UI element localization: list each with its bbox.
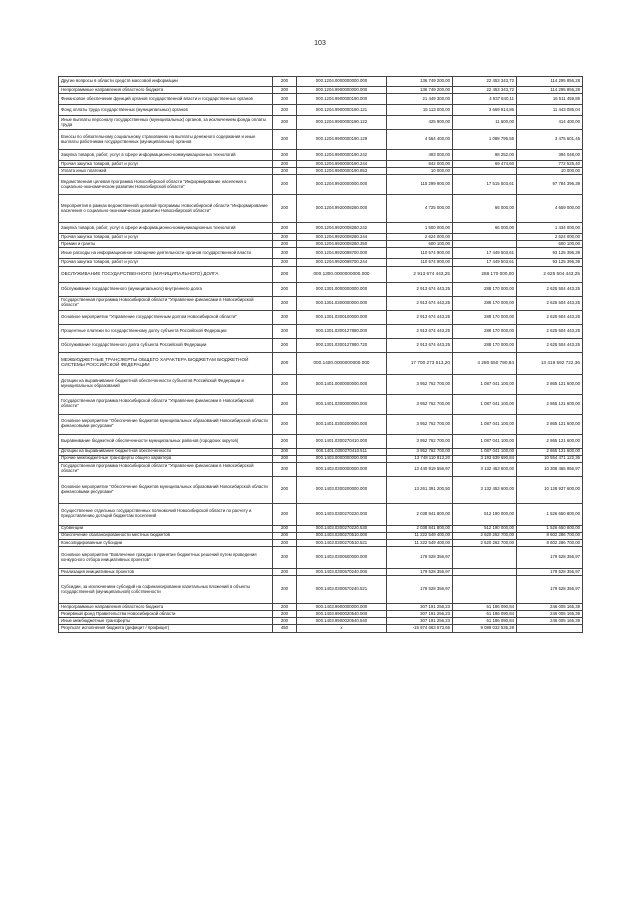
cell-line-code: 200 <box>273 195 297 223</box>
cell-approved-amount: 11 222 549 400,00 <box>387 532 453 539</box>
cell-unexecuted-amount: 97 784 396,39 <box>517 175 583 195</box>
cell-classification-code: 000.1403.0300000000.000 <box>297 462 387 476</box>
cell-classification-code: 000.1300.0000000000.000 <box>297 266 387 282</box>
cell-unexecuted-amount: 772 525,40 <box>517 161 583 168</box>
cell-unexecuted-amount: 2 865 121 600,00 <box>517 374 583 394</box>
table-row <box>59 94 583 105</box>
cell-approved-amount: 307 191 256,23 <box>387 618 453 625</box>
cell-line-code: 200 <box>273 547 297 569</box>
cell-classification-code: 000.1403.0300270220.530 <box>297 525 387 532</box>
cell-classification-code: 000.1204.0000000000.000 <box>297 77 387 87</box>
cell-approved-amount: 425 900,00 <box>387 116 453 130</box>
cell-approved-amount: 3 952 762 700,00 <box>387 434 453 448</box>
table-row <box>59 161 583 168</box>
table-row <box>59 414 583 434</box>
cell-classification-code: 000.1204.9920000000.000 <box>297 175 387 195</box>
cell-name: Иные расходы на информационное освещение деятельности органов государственной власти <box>59 248 273 259</box>
cell-name: Ведомственная целевая программа Новосибирской области "Информирование населения о социально-экономическом развитии Новосибирской области" <box>59 175 273 195</box>
cell-approved-amount: 4 564 400,00 <box>387 130 453 150</box>
cell-classification-code: 000.1401.0300270410.000 <box>297 434 387 448</box>
cell-name: ОБСЛУЖИВАНИЕ ГОСУДАРСТВЕННОГО (МУНИЦИПАЛЬНОГО) ДОЛГА <box>59 266 273 282</box>
table-row <box>59 168 583 175</box>
cell-approved-amount: 2 913 674 443,25 <box>387 282 453 296</box>
cell-executed-amount: 2 620 262 700,00 <box>453 532 517 539</box>
cell-line-code: 200 <box>273 234 297 241</box>
cell-line-code: 200 <box>273 414 297 434</box>
cell-executed-amount: 98 252,00 <box>453 150 517 161</box>
cell-line-code: 200 <box>273 503 297 525</box>
cell-approved-amount: 2 913 674 443,25 <box>387 324 453 338</box>
cell-unexecuted-amount: 93 125 396,39 <box>517 259 583 266</box>
table-row <box>59 604 583 611</box>
cell-name: Финансовое обеспечение функций органов государственной власти и государственных органов <box>59 94 273 105</box>
cell-executed-amount: 22 453 343,72 <box>453 77 517 87</box>
cell-classification-code: 000.1301.0300127880.720 <box>297 338 387 352</box>
cell-approved-amount: 2 624 000,00 <box>387 234 453 241</box>
cell-classification-code: 000.1403.9900020540.000 <box>297 611 387 618</box>
cell-name: МЕЖБЮДЖЕТНЫЕ ТРАНСФЕРТЫ ОБЩЕГО ХАРАКТЕРА БЮДЖЕТАМ БЮДЖЕТНОЙ СИСТЕМЫ РОССИЙСКОЙ ФЕДЕРАЦИИ <box>59 352 273 374</box>
cell-line-code: 200 <box>273 94 297 105</box>
cell-unexecuted-amount: 13 419 592 722,36 <box>517 352 583 374</box>
cell-unexecuted-amount: 2 625 504 443,25 <box>517 266 583 282</box>
table-row <box>59 338 583 352</box>
table-row <box>59 476 583 503</box>
cell-name: Непрограммные направления областного бюджета <box>59 87 273 94</box>
cell-executed-amount <box>453 547 517 569</box>
cell-classification-code: 000.1204.9920008280.242 <box>297 223 387 234</box>
table-row <box>59 241 583 248</box>
table-row <box>59 462 583 476</box>
cell-executed-amount <box>453 576 517 604</box>
cell-classification-code: 000.1400.0000000000.000 <box>297 352 387 374</box>
cell-unexecuted-amount: 246 005 165,39 <box>517 611 583 618</box>
cell-line-code: 200 <box>273 532 297 539</box>
cell-executed-amount: 17 449 503,61 <box>453 259 517 266</box>
cell-executed-amount: 1 087 041 100,00 <box>453 414 517 434</box>
cell-name: Реализация инициативных проектов <box>59 569 273 576</box>
cell-name: Дотации на выравнивание бюджетной обеспеченности <box>59 448 273 455</box>
cell-line-code: 200 <box>273 604 297 611</box>
cell-executed-amount: 3 669 914,86 <box>453 105 517 116</box>
cell-approved-amount: 600 100,00 <box>387 241 453 248</box>
cell-unexecuted-amount: 1 526 650 800,00 <box>517 525 583 532</box>
cell-classification-code: 000.1204.9900000000.000 <box>297 87 387 94</box>
table-row <box>59 234 583 241</box>
cell-classification-code: 000.1403.0300570240.000 <box>297 569 387 576</box>
table-row <box>59 625 583 632</box>
cell-line-code: 200 <box>273 569 297 576</box>
cell-executed-amount: 17 449 503,61 <box>453 248 517 259</box>
cell-executed-amount: 1 087 041 100,00 <box>453 448 517 455</box>
cell-classification-code: 000.1204.9900000190.853 <box>297 168 387 175</box>
cell-line-code: 200 <box>273 161 297 168</box>
cell-approved-amount: 3 952 762 700,00 <box>387 394 453 414</box>
cell-classification-code: x <box>297 625 387 632</box>
cell-unexecuted-amount: 93 125 396,39 <box>517 248 583 259</box>
cell-classification-code: 000.1403.0300500000.000 <box>297 547 387 569</box>
cell-line-code: 200 <box>273 168 297 175</box>
cell-classification-code: 000.1403.0300270510.000 <box>297 532 387 539</box>
cell-executed-amount: 1 087 041 100,00 <box>453 394 517 414</box>
cell-line-code: 200 <box>273 116 297 130</box>
cell-line-code: 200 <box>273 77 297 87</box>
cell-name: Выравнивание бюджетной обеспеченности муниципальных районов (городских округов) <box>59 434 273 448</box>
cell-unexecuted-amount: 2 624 000,00 <box>517 234 583 241</box>
cell-executed-amount: 288 170 000,00 <box>453 296 517 310</box>
table-row <box>59 394 583 414</box>
cell-unexecuted-amount: 2 625 504 443,25 <box>517 324 583 338</box>
cell-classification-code: 000.1204.9900000190.122 <box>297 116 387 130</box>
cell-approved-amount: 4 725 000,00 <box>387 195 453 223</box>
table-row <box>59 547 583 569</box>
cell-classification-code: 000.1204.9920098700.244 <box>297 259 387 266</box>
cell-classification-code: 000.1204.9920008280.000 <box>297 195 387 223</box>
cell-line-code: 200 <box>273 223 297 234</box>
cell-approved-amount: 13 261 391 200,50 <box>387 476 453 503</box>
cell-approved-amount: 179 528 356,97 <box>387 547 453 569</box>
cell-classification-code: 000.1301.0300000000.000 <box>297 296 387 310</box>
cell-executed-amount: 69 474,60 <box>453 161 517 168</box>
cell-executed-amount: 3 193 639 690,84 <box>453 455 517 462</box>
cell-unexecuted-amount <box>517 625 583 632</box>
cell-classification-code: 000.1401.0300200000.000 <box>297 414 387 434</box>
cell-name: Закупка товаров, работ, услуг в сфере информационно-коммуникационных технологий <box>59 150 273 161</box>
cell-unexecuted-amount: 16 511 459,86 <box>517 94 583 105</box>
cell-approved-amount: 110 574 900,00 <box>387 259 453 266</box>
cell-approved-amount: 3 952 762 700,00 <box>387 448 453 455</box>
cell-name: Иные межбюджетные трансферты <box>59 618 273 625</box>
cell-name: Результат исполнения бюджета (дефицит / профицит) <box>59 625 273 632</box>
table-row <box>59 525 583 532</box>
cell-line-code: 200 <box>273 296 297 310</box>
cell-unexecuted-amount: 8 602 286 700,00 <box>517 539 583 546</box>
cell-executed-amount <box>453 234 517 241</box>
cell-executed-amount: 2 620 262 700,00 <box>453 539 517 546</box>
table-row <box>59 503 583 525</box>
cell-name: Дотации на выравнивание бюджетной обеспеченности субъектов Российской Федерации и муниципальных образований <box>59 374 273 394</box>
cell-unexecuted-amount: 2 865 121 600,00 <box>517 394 583 414</box>
cell-name: Премии и гранты <box>59 241 273 248</box>
cell-classification-code: 000.1204.9920098700.000 <box>297 248 387 259</box>
cell-unexecuted-amount: 114 295 856,28 <box>517 77 583 87</box>
table-row <box>59 310 583 324</box>
cell-approved-amount: 2 913 674 443,25 <box>387 338 453 352</box>
cell-executed-amount: 9 089 032 535,28 <box>453 625 517 632</box>
cell-line-code: 200 <box>273 434 297 448</box>
cell-unexecuted-amount: 414 400,00 <box>517 116 583 130</box>
cell-executed-amount: 1 087 041 100,00 <box>453 434 517 448</box>
cell-approved-amount: 179 528 356,97 <box>387 569 453 576</box>
cell-line-code: 200 <box>273 618 297 625</box>
cell-executed-amount: 3 132 453 600,00 <box>453 476 517 503</box>
cell-name: Мероприятия в рамках ведомственной целевой программы Новосибирской области "Информирование населения о социально-экономическом развитии Новосибирской области" <box>59 195 273 223</box>
cell-unexecuted-amount: 11 443 085,04 <box>517 105 583 116</box>
cell-classification-code: 000.1301.0000000000.000 <box>297 282 387 296</box>
table-row <box>59 611 583 618</box>
cell-name: Государственная программа Новосибирской области "Управление финансами в Новосибирской области" <box>59 462 273 476</box>
cell-line-code: 200 <box>273 338 297 352</box>
cell-classification-code: 000.1204.9920008280.244 <box>297 234 387 241</box>
cell-unexecuted-amount: 2 865 121 600,00 <box>517 434 583 448</box>
cell-line-code: 200 <box>273 175 297 195</box>
cell-executed-amount: 66 000,00 <box>453 223 517 234</box>
cell-unexecuted-amount: 114 295 856,28 <box>517 87 583 94</box>
cell-unexecuted-amount: 4 659 000,00 <box>517 195 583 223</box>
cell-name: Прочие межбюджетные трансферты общего характера <box>59 455 273 462</box>
cell-approved-amount: 13 748 110 813,20 <box>387 455 453 462</box>
cell-approved-amount: 842 000,00 <box>387 161 453 168</box>
cell-unexecuted-amount: 1 526 650 800,00 <box>517 503 583 525</box>
cell-name: Основное мероприятие "Обеспечение бюджетов муниципальных образований Новосибирской области финансовыми ресурсами" <box>59 476 273 503</box>
table-row <box>59 455 583 462</box>
cell-line-code: 200 <box>273 352 297 374</box>
cell-name: Уплата иных платежей <box>59 168 273 175</box>
cell-unexecuted-amount: 600 100,00 <box>517 241 583 248</box>
cell-approved-amount: 11 222 549 400,00 <box>387 539 453 546</box>
cell-unexecuted-amount: 10 554 471 122,36 <box>517 455 583 462</box>
cell-line-code: 200 <box>273 105 297 116</box>
cell-line-code: 200 <box>273 539 297 546</box>
cell-line-code: 200 <box>273 130 297 150</box>
table-row <box>59 282 583 296</box>
cell-executed-amount: 512 190 000,00 <box>453 525 517 532</box>
cell-approved-amount: 3 952 762 700,00 <box>387 414 453 434</box>
cell-name: Фонд оплаты труда государственных (муниципальных) органов <box>59 105 273 116</box>
cell-classification-code: 000.1301.0300127880.000 <box>297 324 387 338</box>
table-row <box>59 374 583 394</box>
cell-classification-code: 000.1403.9900000000.000 <box>297 604 387 611</box>
cell-line-code: 200 <box>273 462 297 476</box>
cell-executed-amount: 288 170 000,00 <box>453 310 517 324</box>
cell-executed-amount: 22 453 343,72 <box>453 87 517 94</box>
cell-line-code: 200 <box>273 448 297 455</box>
table-body <box>59 77 583 633</box>
cell-approved-amount: 2 038 841 800,00 <box>387 525 453 532</box>
cell-executed-amount <box>453 241 517 248</box>
cell-line-code: 200 <box>273 611 297 618</box>
cell-approved-amount: 17 700 273 513,20 <box>387 352 453 374</box>
cell-classification-code: 000.1403.0300200000.000 <box>297 476 387 503</box>
cell-line-code: 200 <box>273 374 297 394</box>
cell-executed-amount: 288 170 000,00 <box>453 266 517 282</box>
cell-name: Государственная программа Новосибирской области "Управление финансами в Новосибирской области" <box>59 394 273 414</box>
cell-classification-code: 000.1204.9900000190.129 <box>297 130 387 150</box>
cell-unexecuted-amount: 246 005 165,39 <box>517 618 583 625</box>
cell-classification-code: 000.1403.0300270510.521 <box>297 539 387 546</box>
cell-approved-amount: 2 913 674 443,25 <box>387 310 453 324</box>
cell-classification-code: 000.1401.0300270410.511 <box>297 448 387 455</box>
cell-classification-code: 000.1301.0300100000.000 <box>297 310 387 324</box>
cell-approved-amount: 10 000,00 <box>387 168 453 175</box>
cell-name: Прочая закупка товаров, работ и услуг <box>59 259 273 266</box>
cell-name: Субвенции <box>59 525 273 532</box>
cell-unexecuted-amount: 10 000,00 <box>517 168 583 175</box>
cell-classification-code: 000.1401.0000000000.000 <box>297 374 387 394</box>
cell-unexecuted-amount: 3 475 601,45 <box>517 130 583 150</box>
cell-line-code: 200 <box>273 87 297 94</box>
table-row <box>59 434 583 448</box>
table-row <box>59 324 583 338</box>
cell-classification-code: 000.1204.9900000190.121 <box>297 105 387 116</box>
cell-unexecuted-amount: 10 128 937 600,00 <box>517 476 583 503</box>
cell-unexecuted-amount: 394 048,00 <box>517 150 583 161</box>
table-row <box>59 296 583 310</box>
cell-approved-amount: 13 440 919 556,97 <box>387 462 453 476</box>
cell-classification-code: 000.1204.9900000190.000 <box>297 94 387 105</box>
cell-executed-amount <box>453 168 517 175</box>
table-row <box>59 266 583 282</box>
cell-approved-amount: -15 974 663 573,66 <box>387 625 453 632</box>
cell-approved-amount: 110 574 900,00 <box>387 248 453 259</box>
cell-executed-amount: 66 000,00 <box>453 195 517 223</box>
cell-classification-code: 000.1403.0300570240.521 <box>297 576 387 604</box>
cell-name: Обслуживание государственного долга субъекта Российской Федерации <box>59 338 273 352</box>
table-row <box>59 532 583 539</box>
table-row <box>59 77 583 87</box>
cell-approved-amount: 3 952 762 700,00 <box>387 374 453 394</box>
cell-approved-amount: 136 749 200,00 <box>387 87 453 94</box>
cell-executed-amount: 61 186 090,84 <box>453 618 517 625</box>
table-row <box>59 150 583 161</box>
cell-line-code: 200 <box>273 310 297 324</box>
cell-unexecuted-amount: 2 625 504 443,25 <box>517 338 583 352</box>
cell-unexecuted-amount: 2 625 504 443,25 <box>517 282 583 296</box>
table-row <box>59 448 583 455</box>
cell-name: Обслуживание государственного (муниципального) внутреннего долга <box>59 282 273 296</box>
cell-line-code: 200 <box>273 455 297 462</box>
cell-line-code: 200 <box>273 248 297 259</box>
cell-name: Непрограммные направления областного бюджета <box>59 604 273 611</box>
cell-unexecuted-amount: 8 602 286 700,00 <box>517 532 583 539</box>
cell-classification-code: 000.1204.9900000190.244 <box>297 161 387 168</box>
cell-approved-amount: 307 191 256,23 <box>387 604 453 611</box>
cell-executed-amount: 11 500,00 <box>453 116 517 130</box>
cell-executed-amount: 288 170 000,00 <box>453 282 517 296</box>
table-row <box>59 87 583 94</box>
cell-line-code: 200 <box>273 259 297 266</box>
cell-approved-amount: 2 913 674 443,25 <box>387 266 453 282</box>
cell-unexecuted-amount: 10 308 465 956,97 <box>517 462 583 476</box>
table-row <box>59 539 583 546</box>
table-row <box>59 130 583 150</box>
cell-approved-amount: 2 038 841 800,00 <box>387 503 453 525</box>
table-row <box>59 618 583 625</box>
table-row <box>59 352 583 374</box>
cell-line-code: 200 <box>273 241 297 248</box>
cell-executed-amount: 1 087 041 100,00 <box>453 374 517 394</box>
cell-name: Процентные платежи по государственному долгу субъекта Российской Федерации <box>59 324 273 338</box>
cell-approved-amount: 179 528 356,97 <box>387 576 453 604</box>
cell-executed-amount <box>453 569 517 576</box>
cell-line-code: 200 <box>273 150 297 161</box>
cell-unexecuted-amount: 2 865 121 600,00 <box>517 414 583 434</box>
cell-unexecuted-amount: 2 625 504 443,25 <box>517 310 583 324</box>
cell-approved-amount: 21 449 300,00 <box>387 94 453 105</box>
cell-unexecuted-amount: 246 005 165,39 <box>517 604 583 611</box>
cell-line-code: 200 <box>273 576 297 604</box>
table-row <box>59 576 583 604</box>
cell-name: Другие вопросы в области средств массовой информации <box>59 77 273 87</box>
cell-classification-code: 000.1401.0300000000.000 <box>297 394 387 414</box>
cell-approved-amount: 493 000,00 <box>387 150 453 161</box>
cell-classification-code: 000.1204.9900000190.242 <box>297 150 387 161</box>
cell-executed-amount: 61 186 090,84 <box>453 611 517 618</box>
cell-approved-amount: 307 191 256,23 <box>387 611 453 618</box>
cell-name: Основное мероприятие "Управление государственным долгом Новосибирской области" <box>59 310 273 324</box>
budget-execution-table <box>58 76 583 633</box>
cell-executed-amount: 1 088 795,55 <box>453 130 517 150</box>
table-row <box>59 248 583 259</box>
cell-executed-amount: 4 280 550 790,84 <box>453 352 517 374</box>
table-row <box>59 105 583 116</box>
cell-executed-amount: 512 190 000,00 <box>453 503 517 525</box>
cell-line-code: 200 <box>273 282 297 296</box>
table-row <box>59 116 583 130</box>
cell-name: Закупка товаров, работ, услуг в сфере информационно-коммуникационных технологий <box>59 223 273 234</box>
cell-name: Консолидированные субсидии <box>59 539 273 546</box>
cell-unexecuted-amount: 1 434 000,00 <box>517 223 583 234</box>
cell-name: Прочая закупка товаров, работ и услуг <box>59 234 273 241</box>
cell-approved-amount: 115 299 900,00 <box>387 175 453 195</box>
cell-approved-amount: 1 500 000,00 <box>387 223 453 234</box>
cell-classification-code: 000.1204.9920008280.350 <box>297 241 387 248</box>
cell-executed-amount: 4 937 840,11 <box>453 94 517 105</box>
cell-executed-amount: 17 515 503,61 <box>453 175 517 195</box>
cell-executed-amount: 288 170 000,00 <box>453 324 517 338</box>
cell-line-code: 200 <box>273 525 297 532</box>
page-number: 103 <box>314 40 326 47</box>
table-row <box>59 175 583 195</box>
cell-classification-code: 000.1403.9900020540.540 <box>297 618 387 625</box>
cell-name: Иные выплаты персоналу государственных (муниципальных) органов, за исключением фонда оплаты труда <box>59 116 273 130</box>
cell-name: Основное мероприятие "Обеспечение бюджетов муниципальных образований Новосибирской области финансовыми ресурсами" <box>59 414 273 434</box>
cell-unexecuted-amount: 179 528 356,97 <box>517 576 583 604</box>
cell-unexecuted-amount: 179 528 356,97 <box>517 569 583 576</box>
cell-name: Обеспечение сбалансированности местных бюджетов <box>59 532 273 539</box>
cell-executed-amount: 3 132 453 600,00 <box>453 462 517 476</box>
cell-name: Субсидии, за исключением субсидий на софинансирование капитальных вложений в объекты государственной (муниципальной) собственности <box>59 576 273 604</box>
table-row <box>59 223 583 234</box>
cell-line-code: 450 <box>273 625 297 632</box>
cell-classification-code: 000.1403.0000000000.000 <box>297 455 387 462</box>
cell-unexecuted-amount: 2 865 121 600,00 <box>517 448 583 455</box>
cell-classification-code: 000.1403.0300270220.000 <box>297 503 387 525</box>
cell-approved-amount: 136 749 200,00 <box>387 77 453 87</box>
cell-unexecuted-amount: 179 528 356,97 <box>517 547 583 569</box>
cell-name: Основное мероприятие "Вовлечение граждан в принятие бюджетных решений путем проведения конкурсного отбора инициативных проектов" <box>59 547 273 569</box>
table-row <box>59 569 583 576</box>
cell-executed-amount: 61 186 090,84 <box>453 604 517 611</box>
cell-name: Взносы по обязательному социальному страхованию на выплаты денежного содержания и иные выплаты работникам государственных (муниципальных) органов <box>59 130 273 150</box>
table-row <box>59 259 583 266</box>
cell-line-code: 200 <box>273 266 297 282</box>
cell-unexecuted-amount: 2 625 504 443,25 <box>517 296 583 310</box>
cell-name: Осуществление отдельных государственных полномочий Новосибирской области по расчету и предоставлению дотаций бюджетам поселений <box>59 503 273 525</box>
cell-approved-amount: 2 913 674 443,25 <box>387 296 453 310</box>
cell-executed-amount: 288 170 000,00 <box>453 338 517 352</box>
cell-name: Прочая закупка товаров, работ и услуг <box>59 161 273 168</box>
cell-approved-amount: 15 113 000,00 <box>387 105 453 116</box>
cell-name: Государственная программа Новосибирской области "Управление финансами в Новосибирской области" <box>59 296 273 310</box>
table-row <box>59 195 583 223</box>
cell-line-code: 200 <box>273 324 297 338</box>
cell-line-code: 200 <box>273 476 297 503</box>
cell-name: Резервный фонд Правительства Новосибирской области <box>59 611 273 618</box>
cell-line-code: 200 <box>273 394 297 414</box>
